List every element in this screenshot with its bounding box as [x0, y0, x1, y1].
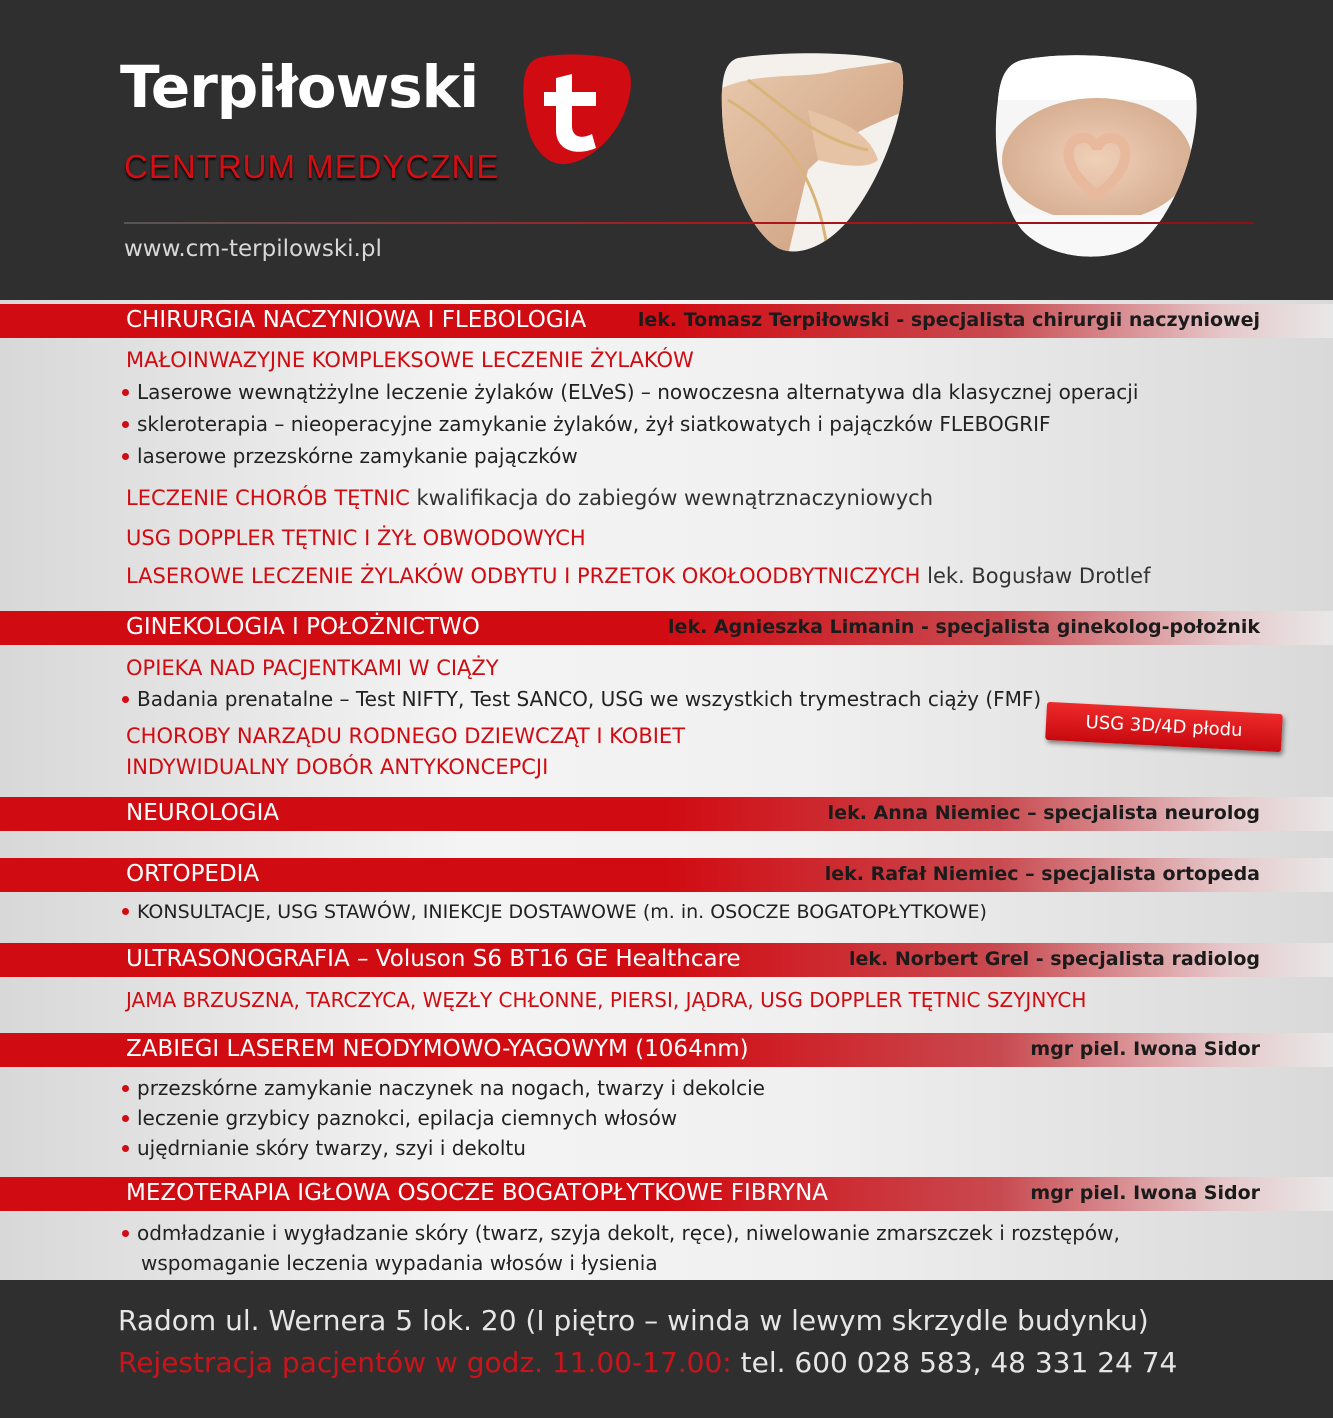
- section-header-ultrasound: [0, 943, 1333, 977]
- pregnant-belly-photo: [992, 50, 1202, 260]
- section-title: ULTRASONOGRAFIA – Voluson S6 BT16 GE Healthcare: [126, 946, 741, 972]
- section-title: GINEKOLOGIA I POŁOŻNICTWO: [126, 614, 480, 640]
- bullet-icon: [122, 453, 129, 460]
- section-header-gynecology: [0, 611, 1333, 645]
- address: Radom ul. Wernera 5 lok. 20 (I piętro – winda w lewym skrzydle budynku): [118, 1304, 1149, 1337]
- section-header-laser: [0, 1033, 1333, 1067]
- service-line: LASEROWE LECZENIE ŻYLAKÓW ODBYTU I PRZETOK OKOŁOODBYTNICZYCH lek. Bogusław Drotlef: [126, 564, 1151, 588]
- service-line: LECZENIE CHORÓB TĘTNIC kwalifikacja do zabiegów wewnątrznaczyniowych: [126, 486, 934, 510]
- list-item: przezskórne zamykanie naczynek na nogach, twarzy i dekolcie: [122, 1076, 765, 1100]
- bullet-icon: [122, 1115, 129, 1122]
- service-line: USG DOPPLER TĘTNIC I ŻYŁ OBWODOWYCH: [126, 526, 586, 550]
- website-link[interactable]: www.cm-terpilowski.pl: [124, 236, 382, 262]
- brand-subtitle: CENTRUM MEDYCZNE: [124, 148, 500, 185]
- list-item: laserowe przezskórne zamykanie pajączków: [122, 444, 578, 468]
- section-doctor: mgr piel. Iwona Sidor: [1030, 1038, 1260, 1060]
- header: [0, 0, 1333, 300]
- usg-3d-4d-badge: USG 3D/4D płodu: [1045, 702, 1283, 752]
- section-doctor: lek. Tomasz Terpiłowski - specjalista chirurgii naczyniowej: [637, 309, 1260, 331]
- section-doctor: lek. Agnieszka Limanin - specjalista ginekolog-położnik: [668, 616, 1260, 638]
- services-list: [0, 300, 1333, 1280]
- list-item: odmładzanie i wygładzanie skóry (twarz, szyja dekolt, ręce), niwelowanie zmarszczek i rozstępów,: [122, 1221, 1120, 1245]
- section-header-mesotherapy: [0, 1177, 1333, 1211]
- section-doctor: lek. Norbert Grel - specjalista radiolog: [849, 948, 1260, 970]
- list-item-continuation: wspomaganie leczenia wypadania włosów i łysienia: [141, 1251, 658, 1275]
- list-item: skleroterapia – nieoperacyjne zamykanie żylaków, żył siatkowatych i pajączków FLEBOGRIF: [122, 412, 1051, 436]
- section-doctor: mgr piel. Iwona Sidor: [1030, 1182, 1260, 1204]
- list-item: Badania prenatalne – Test NIFTY, Test SANCO, USG we wszystkich trymestrach ciąży (FMF): [122, 687, 1041, 711]
- section-title: NEUROLOGIA: [126, 800, 280, 826]
- registration-hours: Rejestracja pacjentów w godz. 11.00-17.00:: [118, 1346, 732, 1379]
- bullet-icon: [122, 908, 129, 915]
- bullet-icon: [122, 1145, 129, 1152]
- registration-line: [118, 1346, 1177, 1379]
- legs-photo: [718, 50, 908, 255]
- bullet-icon: [122, 696, 129, 703]
- header-divider: [124, 222, 1254, 224]
- section-title: ORTOPEDIA: [126, 861, 260, 887]
- bullet-icon: [122, 421, 129, 428]
- subheading: OPIEKA NAD PACJENTKAMI W CIĄŻY: [126, 656, 499, 680]
- list-item: ujędrnianie skóry twarzy, szyi i dekoltu: [122, 1136, 526, 1160]
- section-header-orthopedics: [0, 858, 1333, 892]
- section-title: MEZOTERAPIA IGŁOWA OSOCZE BOGATOPŁYTKOWE FIBRYNA: [126, 1180, 829, 1206]
- bullet-icon: [122, 1085, 129, 1092]
- bullet-icon: [122, 1230, 129, 1237]
- service-line: CHOROBY NARZĄDU RODNEGO DZIEWCZĄT I KOBIET: [126, 724, 686, 748]
- t-logo-icon: [520, 50, 635, 170]
- section-doctor: lek. Rafał Niemiec – specjalista ortopeda: [824, 863, 1260, 885]
- service-line: JAMA BRZUSZNA, TARCZYCA, WĘZŁY CHŁONNE, PIERSI, JĄDRA, USG DOPPLER TĘTNIC SZYJNYCH: [126, 988, 1087, 1012]
- section-doctor: lek. Anna Niemiec – specjalista neurolog: [827, 802, 1260, 824]
- phone-numbers[interactable]: tel. 600 028 583, 48 331 24 74: [740, 1346, 1178, 1379]
- subheading: MAŁOINWAZYJNE KOMPLEKSOWE LECZENIE ŻYLAKÓW: [126, 348, 694, 372]
- bullet-icon: [122, 389, 129, 396]
- section-title: ZABIEGI LASEREM NEODYMOWO-YAGOWYM (1064nm): [126, 1036, 749, 1062]
- section-title: CHIRURGIA NACZYNIOWA I FLEBOLOGIA: [126, 307, 587, 333]
- list-item: Laserowe wewnątżżylne leczenie żylaków (ELVeS) – nowoczesna alternatywa dla klasycznej operacji: [122, 380, 1138, 404]
- brand-name: Terpiłowski: [120, 53, 479, 121]
- list-item: leczenie grzybicy paznokci, epilacja ciemnych włosów: [122, 1106, 677, 1130]
- service-line: INDYWIDUALNY DOBÓR ANTYKONCEPCJI: [126, 755, 549, 779]
- section-header-neurology: [0, 797, 1333, 831]
- section-header-vascular: [0, 304, 1333, 338]
- list-item: KONSULTACJE, USG STAWÓW, INIEKCJE DOSTAWOWE (m. in. OSOCZE BOGATOPŁYTKOWE): [122, 901, 987, 923]
